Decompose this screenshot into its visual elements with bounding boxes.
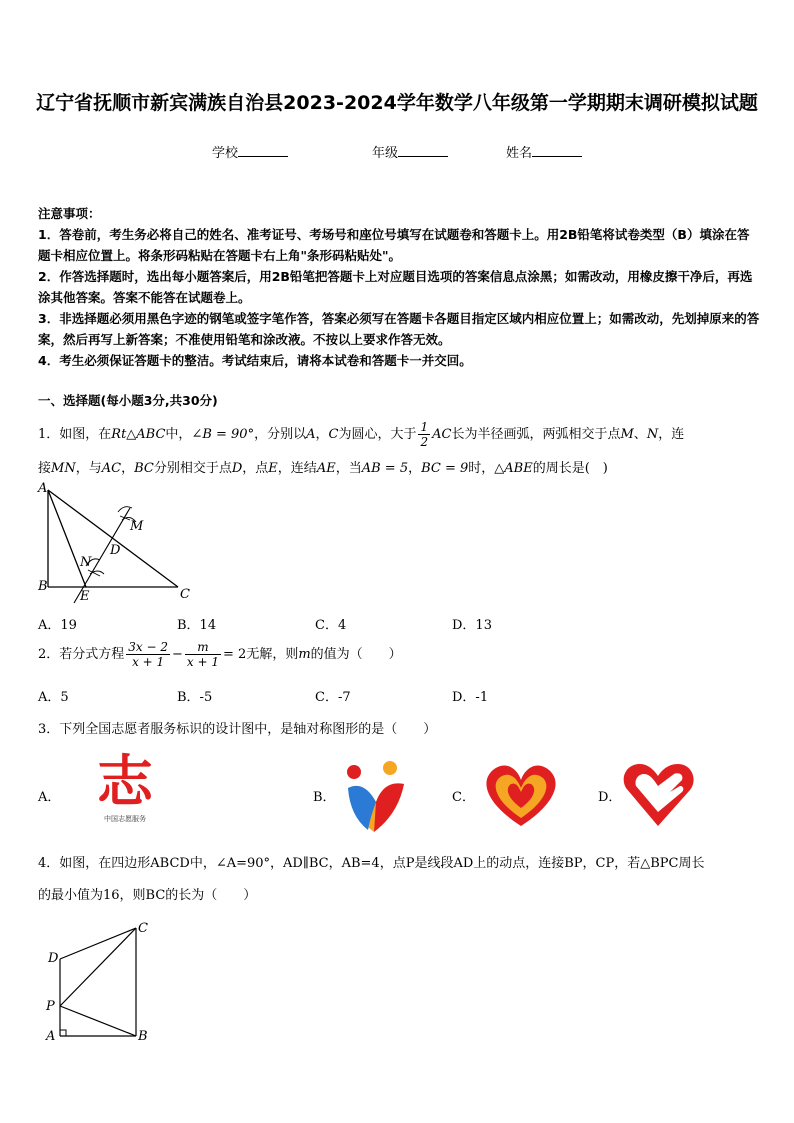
q3-text: 3．下列全国志愿者服务标识的设计图中，是轴对称图形的是（ ） <box>38 722 437 737</box>
q4-figure <box>40 916 160 1048</box>
fraction-half: $\frac{1}{2}$ <box>420 420 429 449</box>
name-field: 姓名 <box>506 142 582 161</box>
q2-option-b: B．-5 <box>177 690 213 705</box>
section-heading: 一、选择题(每小题3分,共30分) <box>38 393 218 408</box>
label-N: N <box>80 555 92 570</box>
q1-figure <box>30 478 200 608</box>
q2-text: 2．若分式方程 $\frac{3x - 2}{x + 1}$ − $\frac{m}{x + 1}$ = 2无解，则m的值为（ ） <box>38 640 402 669</box>
grade-field: 年级 <box>372 142 448 161</box>
logo-c <box>477 760 565 830</box>
logo-a <box>90 752 160 832</box>
q1-option-b: B．14 <box>177 618 217 633</box>
label-M: M <box>130 519 144 534</box>
q1-line1: 1．如图，在Rt△ABC中，∠B = 90°，分别以A，C为圆心，大于 $\frac{1}{2}$ AC长为半径画弧，两弧相交于点M、N，连 <box>38 420 685 449</box>
notes-heading: 注意事项： <box>38 206 101 221</box>
q3-option-c: C． <box>452 790 475 805</box>
label-D: D <box>110 543 121 558</box>
logo-d <box>620 758 698 832</box>
q4-line1: 4．如图，在四边形ABCD中，∠A=90°，AD∥BC，AB=4，点P是线段AD上的动点，连接BP，CP，若△BPC周长 <box>38 856 705 871</box>
note-item: 4．考生必须保证答题卡的整洁。考试结束后，请将本试卷和答题卡一并交回。 <box>38 353 472 368</box>
label-C: C <box>138 921 148 936</box>
q1-line2: 接MN，与AC，BC分别相交于点D，点E，连结AE，当AB = 5，BC = 9时，△ABE的周长是( ) <box>38 461 608 476</box>
fraction-1: $\frac{3x - 2}{x + 1}$ <box>128 640 169 669</box>
q3-option-d: D． <box>598 790 622 805</box>
label-D: D <box>48 951 59 966</box>
label-B: B <box>38 579 48 594</box>
q3-option-b: B． <box>313 790 336 805</box>
notes-block <box>38 203 760 371</box>
note-item: 1．答卷前，考生务必将自己的姓名、准考证号、考场号和座位号填写在试题卷和答题卡上。用2B铅笔将试卷类型（B）填涂在答题卡相应位置上。将条形码粘贴在答题卡右上角"条形码粘贴处"。 <box>38 227 750 263</box>
note-item: 3．非选择题必须用黑色字迹的钢笔或签字笔作答，答案必须写在答题卡各题目指定区域内相应位置上；如需改动，先划掉原来的答案，然后再写上新答案；不准使用铅笔和涂改液。不按以上要求作答无效。 <box>38 311 760 347</box>
q2-option-d: D．-1 <box>452 690 489 705</box>
fraction-2: $\frac{m}{x + 1}$ <box>186 640 220 669</box>
note-item: 2．作答选择题时，选出每小题答案后，用2B铅笔把答题卡上对应题目选项的答案信息点涂黑；如需改动，用橡皮擦干净后，再选涂其他答案。答案不能答在试题卷上。 <box>38 269 753 305</box>
q1-option-a: A．19 <box>38 618 77 633</box>
label-P: P <box>46 999 55 1014</box>
logo-b <box>340 758 410 833</box>
q1-option-c: C．4 <box>315 618 347 633</box>
q1-option-d: D．13 <box>452 618 492 633</box>
q2-option-c: C．-7 <box>315 690 351 705</box>
label-C: C <box>180 587 190 602</box>
paper-title: 辽宁省抚顺市新宾满族自治县2023-2024学年数学八年级第一学期期末调研模拟试题 <box>36 92 758 114</box>
label-A: A <box>38 481 48 496</box>
label-A: A <box>46 1029 56 1044</box>
logo-a-glyph: 志 <box>97 750 153 815</box>
q4-line2: 的最小值为16，则BC的长为（ ） <box>38 888 257 903</box>
q2-option-a: A．5 <box>38 690 69 705</box>
label-E: E <box>80 589 90 604</box>
logo-a-caption: 中国志愿服务 <box>104 815 146 823</box>
school-field: 学校 <box>212 142 288 161</box>
label-B: B <box>138 1029 148 1044</box>
q3-option-a: A． <box>38 790 61 805</box>
